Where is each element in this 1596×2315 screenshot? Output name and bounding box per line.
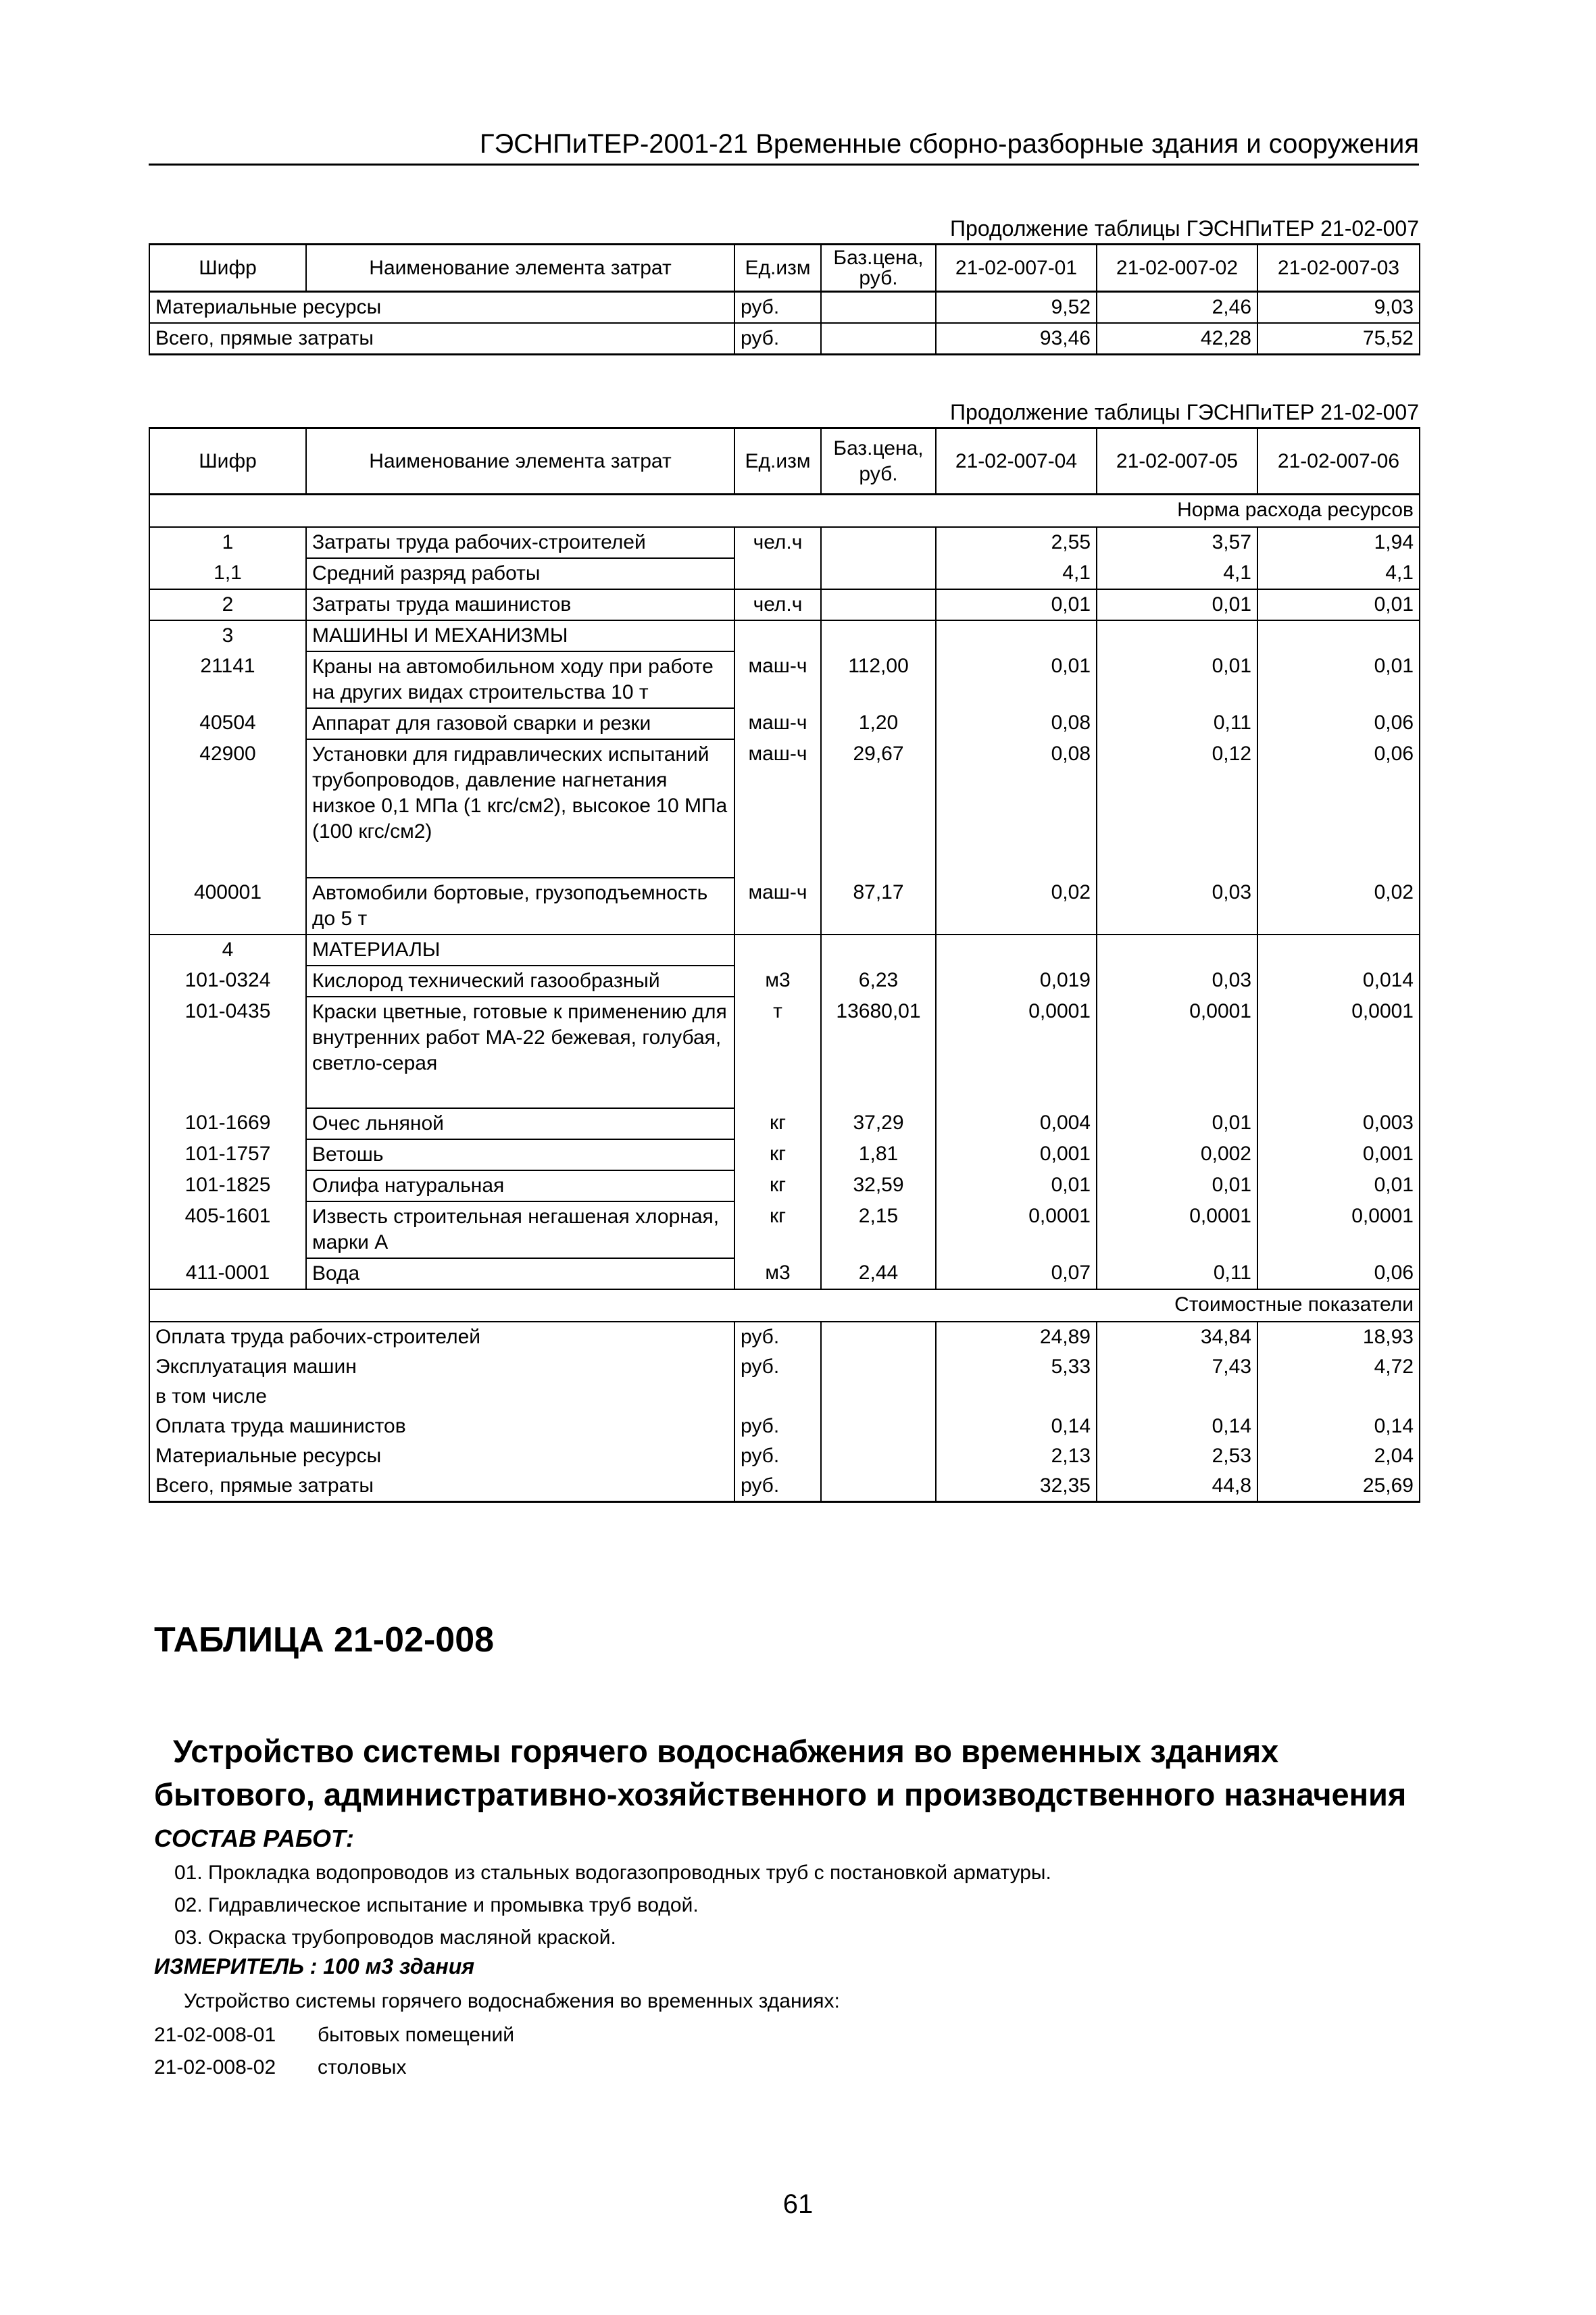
code-label: бытовых помещений	[318, 2024, 515, 2046]
row-v1: 32,35	[936, 1471, 1097, 1502]
row-v2	[1097, 1382, 1257, 1412]
row-v2: 34,84	[1097, 1322, 1257, 1352]
row-unit: руб.	[734, 292, 821, 324]
col-header-code: Шифр	[149, 245, 306, 292]
table-row	[149, 1258, 1420, 1289]
row-code: 101-1669	[149, 1108, 306, 1139]
row-v2: 0,11	[1097, 1258, 1257, 1289]
row-code: 21141	[149, 651, 306, 708]
row-unit: руб.	[734, 1322, 821, 1352]
row-v3: 1,94	[1257, 527, 1420, 558]
row-name: Всего, прямые затраты	[149, 323, 734, 355]
row-code: 101-1825	[149, 1170, 306, 1201]
norm-label-row	[149, 495, 1420, 528]
row-name: Известь строительная негашеная хлорная, марки А	[306, 1201, 734, 1258]
row-v3: 0,06	[1257, 708, 1420, 739]
row-price: 13680,01	[821, 997, 936, 1108]
table-row	[149, 589, 1420, 620]
row-code: 40504	[149, 708, 306, 739]
table-row	[149, 1170, 1420, 1201]
cost-row	[149, 1471, 1420, 1502]
table-row	[149, 1201, 1420, 1258]
row-price	[821, 1382, 936, 1412]
row-unit: чел.ч	[734, 527, 821, 558]
row-v2: 0,12	[1097, 739, 1257, 878]
row-price: 29,67	[821, 739, 936, 878]
row-v1: 0,14	[936, 1412, 1097, 1441]
row-price	[821, 1322, 936, 1352]
cost-row	[149, 1412, 1420, 1441]
row-price	[821, 558, 936, 589]
code-value: 21-02-008-02	[154, 2056, 276, 2078]
row-v2: 2,46	[1097, 292, 1257, 324]
composition-label: СОСТАВ РАБОТ:	[154, 1824, 354, 1852]
table-row	[149, 1108, 1420, 1139]
row-v1: 0,019	[936, 966, 1097, 997]
row-v3: 2,04	[1257, 1441, 1420, 1471]
row-v2	[1097, 620, 1257, 651]
row-v3: 0,01	[1257, 589, 1420, 620]
row-v1: 0,001	[936, 1139, 1097, 1170]
row-v2: 0,01	[1097, 589, 1257, 620]
row-v2: 0,0001	[1097, 997, 1257, 1108]
row-unit: маш-ч	[734, 878, 821, 935]
row-name: Средний разряд работы	[306, 558, 734, 589]
col-header-v3: 21-02-007-06	[1257, 428, 1420, 495]
row-code: 411-0001	[149, 1258, 306, 1289]
row-name: Материальные ресурсы	[149, 1441, 734, 1471]
row-v3: 0,14	[1257, 1412, 1420, 1441]
row-v3: 4,72	[1257, 1352, 1420, 1382]
row-v3: 0,014	[1257, 966, 1420, 997]
row-name: Оплата труда рабочих-строителей	[149, 1322, 734, 1352]
row-price: 1,81	[821, 1139, 936, 1170]
table-row	[149, 708, 1420, 739]
row-v1	[936, 935, 1097, 966]
row-v3: 9,03	[1257, 292, 1420, 324]
row-v1: 0,02	[936, 878, 1097, 935]
col-header-code: Шифр	[149, 428, 306, 495]
row-v2: 0,03	[1097, 966, 1257, 997]
row-unit: маш-ч	[734, 651, 821, 708]
row-v2	[1097, 935, 1257, 966]
row-v2: 2,53	[1097, 1441, 1257, 1471]
row-name: Кислород технический газообразный	[306, 966, 734, 997]
row-name: в том числе	[149, 1382, 734, 1412]
row-v1: 0,0001	[936, 1201, 1097, 1258]
row-name: Затраты труда машинистов	[306, 589, 734, 620]
table1-caption: Продолжение таблицы ГЭСНПиТЕР 21-02-007	[950, 216, 1419, 241]
code-value: 21-02-008-01	[154, 2024, 276, 2046]
resource-rows	[149, 527, 1420, 1289]
col-header-price: Баз.цена, руб.	[821, 245, 936, 292]
row-code: 405-1601	[149, 1201, 306, 1258]
row-unit: чел.ч	[734, 589, 821, 620]
page-number: 61	[782, 2189, 814, 2219]
row-v1: 0,07	[936, 1258, 1097, 1289]
row-unit: маш-ч	[734, 739, 821, 878]
row-v1	[936, 1382, 1097, 1412]
table-row	[149, 935, 1420, 966]
row-v3: 0,06	[1257, 1258, 1420, 1289]
row-unit: т	[734, 997, 821, 1108]
table2	[149, 427, 1420, 1503]
row-v1: 24,89	[936, 1322, 1097, 1352]
row-v3: 0,0001	[1257, 1201, 1420, 1258]
col-header-v2: 21-02-007-05	[1097, 428, 1257, 495]
work-item: 02. Гидравлическое испытание и промывка труб водой.	[174, 1894, 699, 1916]
row-code: 101-1757	[149, 1139, 306, 1170]
row-v2: 42,28	[1097, 323, 1257, 355]
row-name: МАШИНЫ И МЕХАНИЗМЫ	[306, 620, 734, 651]
row-name: Ветошь	[306, 1139, 734, 1170]
row-v2: 0,11	[1097, 708, 1257, 739]
row-v3: 0,06	[1257, 739, 1420, 878]
row-v1: 0,08	[936, 739, 1097, 878]
row-v3: 18,93	[1257, 1322, 1420, 1352]
row-code: 1,1	[149, 558, 306, 589]
row-v1: 0,0001	[936, 997, 1097, 1108]
table-row	[149, 527, 1420, 558]
row-name: Аппарат для газовой сварки и резки	[306, 708, 734, 739]
row-v3: 0,02	[1257, 878, 1420, 935]
row-name: МАТЕРИАЛЫ	[306, 935, 734, 966]
row-price	[821, 935, 936, 966]
table-row	[149, 1139, 1420, 1170]
row-name: Всего, прямые затраты	[149, 1471, 734, 1502]
norm-label: Норма расхода ресурсов	[936, 495, 1420, 528]
row-unit: м3	[734, 966, 821, 997]
row-price	[821, 323, 936, 355]
header-rule	[149, 164, 1419, 166]
section-heading-line2: бытового, административно-хозяйственного и производственного назначения	[154, 1776, 1407, 1812]
row-unit: руб.	[734, 1441, 821, 1471]
row-v2: 0,03	[1097, 878, 1257, 935]
row-unit	[734, 1382, 821, 1412]
row-unit: руб.	[734, 1471, 821, 1502]
row-name: Автомобили бортовые, грузоподъемность до 5 т	[306, 878, 734, 935]
row-code: 400001	[149, 878, 306, 935]
row-v3: 75,52	[1257, 323, 1420, 355]
row-name: Очес льняной	[306, 1108, 734, 1139]
row-unit: руб.	[734, 1412, 821, 1441]
table-row	[149, 739, 1420, 878]
row-v3	[1257, 1382, 1420, 1412]
row-v3: 0,003	[1257, 1108, 1420, 1139]
section-title: ТАБЛИЦА 21-02-008	[154, 1620, 495, 1660]
row-price: 2,15	[821, 1201, 936, 1258]
table2-caption: Продолжение таблицы ГЭСНПиТЕР 21-02-007	[950, 400, 1419, 424]
row-unit: м3	[734, 1258, 821, 1289]
row-v2: 0,14	[1097, 1412, 1257, 1441]
row-name: Краны на автомобильном ходу при работе на других видах строительства 10 т	[306, 651, 734, 708]
table1	[149, 243, 1420, 355]
row-v2: 3,57	[1097, 527, 1257, 558]
row-price: 87,17	[821, 878, 936, 935]
row-unit: маш-ч	[734, 708, 821, 739]
row-v1: 0,08	[936, 708, 1097, 739]
section-heading	[154, 1730, 1438, 1816]
row-price: 2,44	[821, 1258, 936, 1289]
work-item: 03. Окраска трубопроводов масляной краской.	[174, 1926, 616, 1949]
row-unit: кг	[734, 1108, 821, 1139]
row-price	[821, 1441, 936, 1471]
section-description: Устройство системы горячего водоснабжения во временных зданиях:	[184, 1990, 840, 2012]
row-unit	[734, 620, 821, 651]
row-v3: 25,69	[1257, 1471, 1420, 1502]
row-price: 6,23	[821, 966, 936, 997]
row-code: 42900	[149, 739, 306, 878]
row-price: 32,59	[821, 1170, 936, 1201]
row-price	[821, 620, 936, 651]
col-header-unit: Ед.изм	[734, 245, 821, 292]
cost-rows	[149, 1322, 1420, 1502]
row-v1: 2,13	[936, 1441, 1097, 1471]
row-price	[821, 1352, 936, 1382]
row-price: 1,20	[821, 708, 936, 739]
col-header-v3: 21-02-007-03	[1257, 245, 1420, 292]
row-code: 3	[149, 620, 306, 651]
cost-row	[149, 1382, 1420, 1412]
row-v2: 7,43	[1097, 1352, 1257, 1382]
row-v3: 0,0001	[1257, 997, 1420, 1108]
row-v1: 0,01	[936, 1170, 1097, 1201]
cost-row	[149, 1441, 1420, 1471]
row-v1: 0,01	[936, 589, 1097, 620]
row-v1	[936, 620, 1097, 651]
row-v1: 2,55	[936, 527, 1097, 558]
row-v2: 0,002	[1097, 1139, 1257, 1170]
table-row	[149, 620, 1420, 651]
row-name: Вода	[306, 1258, 734, 1289]
row-v2: 0,01	[1097, 1108, 1257, 1139]
row-v1: 93,46	[936, 323, 1097, 355]
col-header-name: Наименование элемента затрат	[306, 245, 734, 292]
table-row	[149, 997, 1420, 1108]
row-v1: 5,33	[936, 1352, 1097, 1382]
table-row	[149, 966, 1420, 997]
table-row	[149, 292, 1420, 324]
row-price	[821, 527, 936, 558]
row-v3: 4,1	[1257, 558, 1420, 589]
code-row	[154, 2054, 406, 2081]
row-v2: 4,1	[1097, 558, 1257, 589]
row-unit: кг	[734, 1170, 821, 1201]
row-code: 1	[149, 527, 306, 558]
row-v3: 0,01	[1257, 651, 1420, 708]
cost-label-row	[149, 1289, 1420, 1322]
running-header: ГЭСНПиТЕР-2001-21 Временные сборно-разборные здания и сооружения	[479, 129, 1419, 159]
row-name: Краски цветные, готовые к применению для внутренних работ МА-22 бежевая, голубая, светло-серая	[306, 997, 734, 1108]
row-v3: 0,001	[1257, 1139, 1420, 1170]
section-heading-line1: Устройство системы горячего водоснабжения во временных зданиях	[173, 1733, 1279, 1769]
row-name: Материальные ресурсы	[149, 292, 734, 324]
table-row	[149, 878, 1420, 935]
col-header-name: Наименование элемента затрат	[306, 428, 734, 495]
col-header-v1: 21-02-007-01	[936, 245, 1097, 292]
row-name: Затраты труда рабочих-строителей	[306, 527, 734, 558]
row-price	[821, 1412, 936, 1441]
work-item: 01. Прокладка водопроводов из стальных водогазопроводных труб с постановкой арматуры.	[174, 1862, 1051, 1884]
row-price	[821, 292, 936, 324]
cost-row	[149, 1352, 1420, 1382]
table1-header-row	[149, 245, 1420, 292]
row-price	[821, 1471, 936, 1502]
row-name: Эксплуатация машин	[149, 1352, 734, 1382]
row-v3	[1257, 935, 1420, 966]
row-v2: 0,0001	[1097, 1201, 1257, 1258]
table-row	[149, 558, 1420, 589]
col-header-price: Баз.цена, руб.	[821, 428, 936, 495]
col-header-unit: Ед.изм	[734, 428, 821, 495]
code-label: столовых	[318, 2056, 407, 2078]
row-v2: 0,01	[1097, 1170, 1257, 1201]
table2-header-row	[149, 428, 1420, 495]
row-v1: 9,52	[936, 292, 1097, 324]
row-code: 2	[149, 589, 306, 620]
row-v2: 0,01	[1097, 651, 1257, 708]
row-v3: 0,01	[1257, 1170, 1420, 1201]
code-row	[154, 2022, 514, 2049]
row-unit	[734, 558, 821, 589]
row-price	[821, 589, 936, 620]
row-name: Установки для гидравлических испытаний трубопроводов, давление нагнетания низкое 0,1 МПа (1 кгс/см2), высокое 10 МПа (100 кгс/см2)	[306, 739, 734, 878]
row-v3	[1257, 620, 1420, 651]
table-row	[149, 323, 1420, 355]
meter-label: ИЗМЕРИТЕЛЬ : 100 м3 здания	[154, 1954, 475, 1978]
table-row	[149, 651, 1420, 708]
row-price: 37,29	[821, 1108, 936, 1139]
row-v2: 44,8	[1097, 1471, 1257, 1502]
cost-row	[149, 1322, 1420, 1352]
row-code: 101-0324	[149, 966, 306, 997]
row-unit: руб.	[734, 1352, 821, 1382]
row-unit: кг	[734, 1139, 821, 1170]
col-header-v1: 21-02-007-04	[936, 428, 1097, 495]
row-v1: 0,01	[936, 651, 1097, 708]
cost-label: Стоимостные показатели	[936, 1289, 1420, 1322]
row-v1: 4,1	[936, 558, 1097, 589]
row-unit	[734, 935, 821, 966]
row-v1: 0,004	[936, 1108, 1097, 1139]
row-name: Оплата труда машинистов	[149, 1412, 734, 1441]
row-price: 112,00	[821, 651, 936, 708]
row-name: Олифа натуральная	[306, 1170, 734, 1201]
row-code: 101-0435	[149, 997, 306, 1108]
row-code: 4	[149, 935, 306, 966]
col-header-v2: 21-02-007-02	[1097, 245, 1257, 292]
row-unit: кг	[734, 1201, 821, 1258]
row-unit: руб.	[734, 323, 821, 355]
